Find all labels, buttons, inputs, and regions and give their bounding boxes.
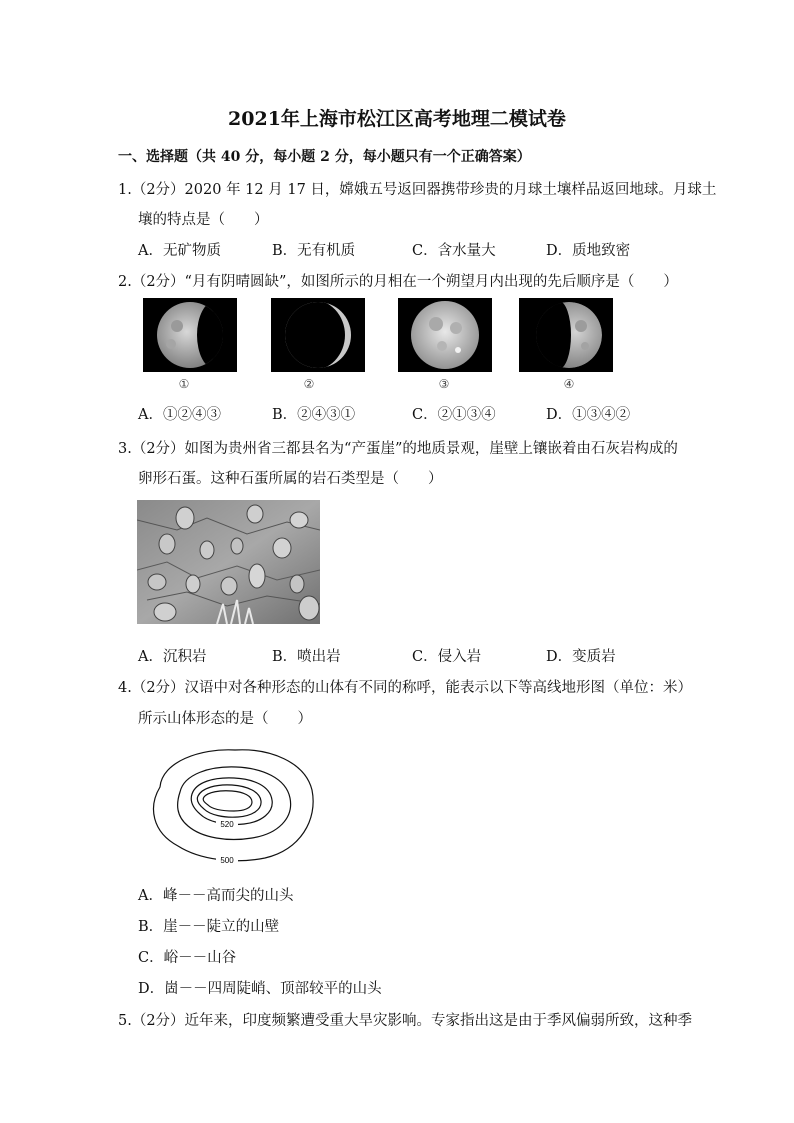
question-4-option-c: C．峪－－山谷 [138,950,237,966]
question-4-option-a: A．峰－－高而尖的山头 [138,888,294,904]
moon-phase-image-3 [398,298,492,372]
question-2-option-b: B．②④③① [272,407,356,423]
question-3-option-b: B．喷出岩 [272,649,341,665]
contour-map [140,742,320,867]
page-title: 2021年上海市松江区高考地理二模试卷 [228,108,566,130]
question-3-option-c: C．侵入岩 [412,649,482,665]
question-3-text-cont: 卵形石蛋。这种石蛋所属的岩石类型是（ ） [138,471,443,487]
moon-caption-3: ③ [438,377,450,391]
question-2-option-c: C．②①③④ [412,407,496,423]
question-5-text: 5.（2分）近年来，印度频繁遭受重大旱灾影响。专家指出这是由于季风偏弱所致，这种季 [118,1013,693,1029]
moon-phase-image-2 [271,298,365,372]
question-3-option-d: D．变质岩 [546,649,616,665]
moon-caption-2: ② [303,377,315,391]
question-1-option-a: A．无矿物质 [138,243,221,259]
contour-label-500: 500 [220,856,234,865]
question-4-option-b: B．崖－－陡立的山壁 [138,919,280,935]
section-heading: 一、选择题（共 40 分，每小题 2 分，每小题只有一个正确答案） [118,149,531,165]
question-2-option-d: D．①③④② [546,407,631,423]
question-2-option-a: A．①②④③ [138,407,221,423]
question-1-text-cont: 壤的特点是（ ） [138,212,269,228]
question-3-option-a: A．沉积岩 [138,649,207,665]
question-3-text: 3.（2分）如图为贵州省三都县名为“产蛋崖”的地质景观，崖壁上镶嵌着由石灰岩构成的 [118,441,678,457]
contour-label-520: 520 [220,820,234,829]
moon-phase-image-1 [143,298,237,372]
moon-phase-image-4 [519,298,613,372]
moon-caption-4: ④ [563,377,575,391]
question-1-text: 1.（2分）2020 年 12 月 17 日，嫦娥五号返回器携带珍贵的月球土壤样品返回地球。月球土 [118,182,717,198]
question-1-option-c: C．含水量大 [412,243,496,259]
moon-caption-1: ① [178,377,190,391]
question-4-option-d: D．崮－－四周陡峭、顶部较平的山头 [138,981,382,997]
question-1-option-d: D．质地致密 [546,243,631,259]
question-4-text: 4.（2分）汉语中对各种形态的山体有不同的称呼，能表示以下等高线地形图（单位：米） [118,680,693,696]
question-1-option-b: B．无有机质 [272,243,356,259]
question-4-text-cont: 所示山体形态的是（ ） [138,711,312,727]
cliff-egg-photo [137,500,320,624]
question-2-text: 2.（2分）“月有阴晴圆缺”，如图所示的月相在一个朔望月内出现的先后顺序是（ ） [118,274,678,290]
